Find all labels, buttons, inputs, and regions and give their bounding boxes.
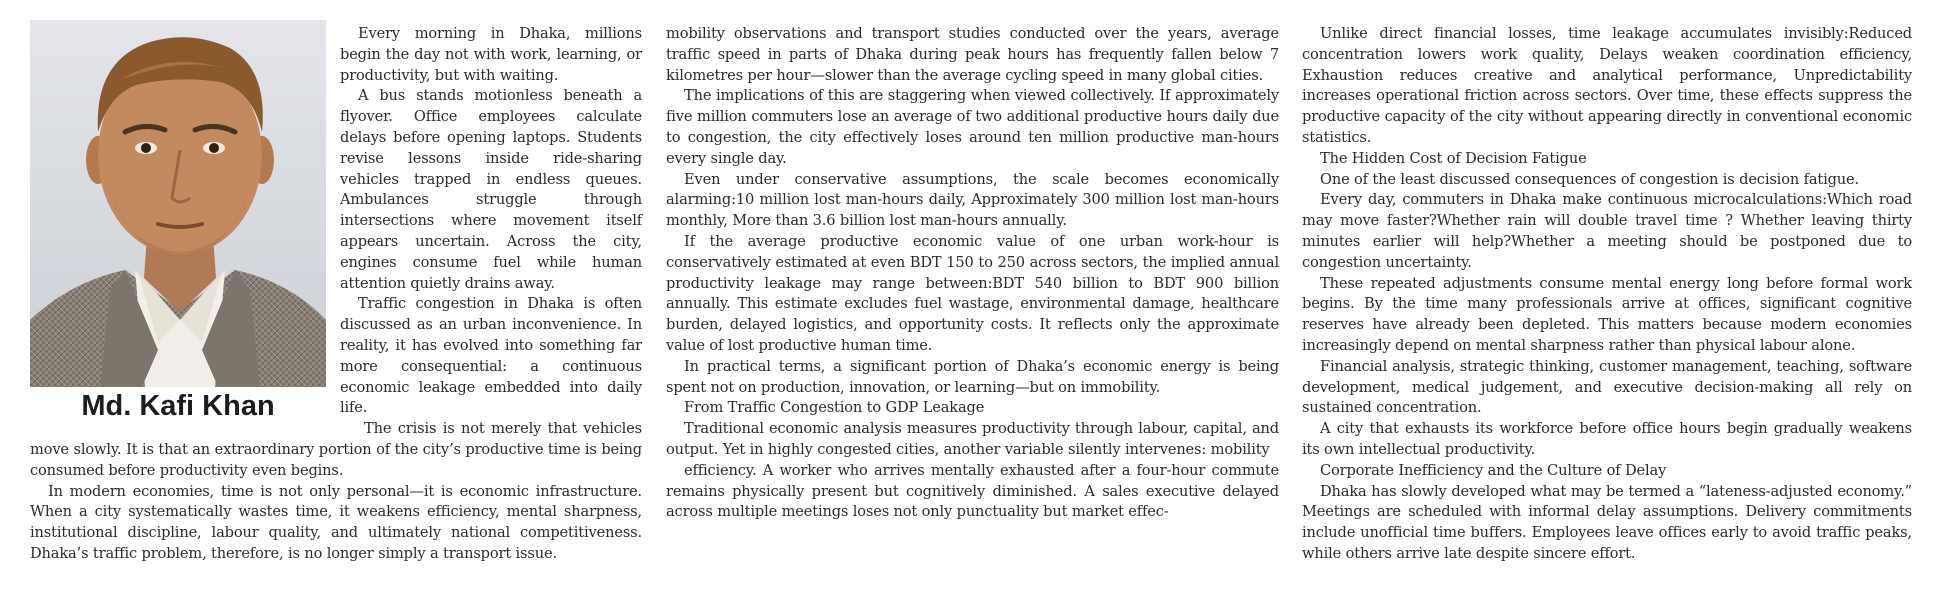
paragraph: One of the least discussed consequences of congestion is decision fatigue.	[1320, 170, 1860, 188]
section-heading: The Hidden Cost of Decision Fatigue	[1320, 149, 1587, 167]
paragraph: Traffic congestion in Dhaka is often discussed as an urban inconvenience. In reality, it has evolved into something far more consequential: a continuous economic leakage embedded into daily life.	[340, 295, 642, 417]
section-heading: Corporate Inefficiency and the Culture of Delay	[1320, 461, 1667, 479]
article-column-2	[666, 24, 1279, 523]
article-column-3	[1302, 24, 1912, 565]
photo-float-space	[30, 24, 326, 436]
paragraph: The implications of this are staggering when viewed collectively. If approximately five million commuters lose an average of two additional productive hours daily due to congestion, the city effectively loses around ten million productive man-hours every single day.	[666, 87, 1279, 167]
paragraph: In practical terms, a significant portion of Dhaka’s economic energy is being spent not on production, innovation, or learning—but on immobility.	[666, 357, 1279, 396]
paragraph: Every day, commuters in Dhaka make continuous microcalculations:Which road may move faster?Whether rain will double travel time ? Whether leaving thirty minutes earlier will help?Whether a meeting should be postponed due to congestion uncertainty.	[1302, 191, 1912, 271]
section-heading: From Traffic Congestion to GDP Leakage	[684, 399, 985, 417]
article-column-1	[30, 24, 642, 565]
paragraph: Financial analysis, strategic thinking, customer management, teaching, software development, medical judgement, and executive decision-making all rely on sustained concentration.	[1302, 357, 1912, 417]
paragraph: If the average productive economic value of one urban work-hour is conservatively estimated at even BDT 150 to 250 across sectors, the implied annual productivity leakage may range between:BDT 540 billion to BDT 900 billion annually. This estimate excludes fuel wastage, environmental damage, healthcare burden, delayed logistics, and opportunity costs. It reflects only the approximate value of lost productive human time.	[666, 232, 1279, 354]
paragraph: The crisis is not merely that vehicles move slowly. It is that an extraordinary portion of the city’s productive time is being consumed before productivity even begins.	[30, 420, 642, 479]
paragraph: A bus stands motionless beneath a flyover. Office employees calculate delays before opening laptops. Students revise lessons inside ride-sharing vehicles trapped in endless queues. Ambulances struggle through intersections where movement itself appears uncertain. Across the city, engines consume fuel while human attention quietly drains away.	[340, 87, 642, 292]
paragraph: mobility observations and transport studies conducted over the years, average traffic speed in parts of Dhaka during peak hours has frequently fallen below 7 kilometres per hour—slower than the average cycling speed in many global cities.	[666, 25, 1279, 84]
author-name: Md. Kafi Khan	[81, 390, 275, 422]
paragraph: Dhaka has slowly developed what may be termed a “lateness-adjusted economy.” Meetings are scheduled with informal delay assumptions. Delivery commitments include unofficial time buffers. Employees leave offices early to avoid traffic peaks, while others arrive late despite sincere effort.	[1302, 482, 1912, 562]
paragraph: In modern economies, time is not only personal—it is economic infrastructure. When a city systematically wastes time, it weakens efficiency, mental sharpness, institutional discipline, labour quality, and ultimately national competitiveness. Dhaka’s traffic problem, therefore, is no longer simply a transport issue.	[30, 482, 642, 562]
paragraph: These repeated adjustments consume mental energy long before formal work begins. By the time many professionals arrive at offices, significant cognitive reserves have already been depleted. This matters because modern economies increasingly depend on mental sharpness rather than physical labour alone.	[1302, 274, 1912, 354]
paragraph: Traditional economic analysis measures productivity through labour, capital, and output. Yet in highly congested cities, another variable silently intervenes: mobility	[666, 420, 1279, 458]
paragraph: Unlike direct financial losses, time leakage accumulates invisibly:Reduced concentration lowers work quality, Delays weaken coordination efficiency, Exhaustion reduces creative and analytical performance, Unpredictability increases operational friction across sectors. Over time, these effects suppress the productive capacity of the city without appearing directly in conventional economic statistics.	[1302, 25, 1912, 146]
paragraph: efficiency. A worker who arrives mentally exhausted after a four-hour commute remains physically present but cognitively diminished. A sales executive delayed across multiple meetings loses not only punctuality but market effec-	[666, 461, 1279, 521]
paragraph: Every morning in Dhaka, millions begin the day not with work, learning, or productivity, but with waiting.	[340, 25, 642, 84]
paragraph: A city that exhausts its workforce before office hours begin gradually weakens its own intellectual productivity.	[1302, 420, 1912, 458]
paragraph: Even under conservative assumptions, the scale becomes economically alarming:10 million lost man-hours daily, Approximately 300 million lost man-hours monthly, More than 3.6 billion lost man-hours annually.	[666, 170, 1279, 230]
